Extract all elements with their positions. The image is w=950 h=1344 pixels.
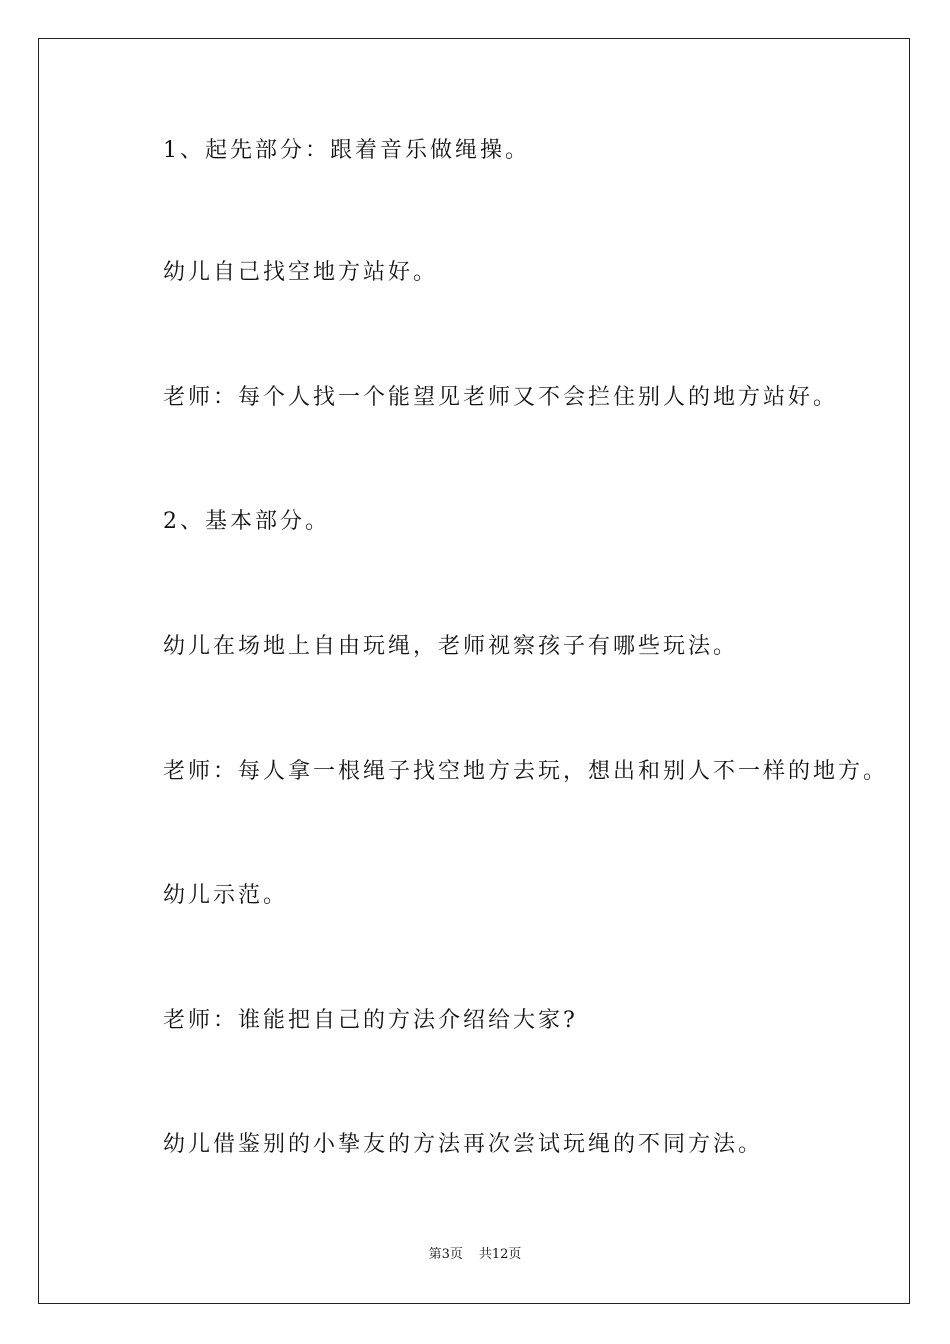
paragraph-3: 老师：每个人找一个能望见老师又不会拦住别人的地方站好。 — [163, 385, 839, 410]
paragraph-5: 幼儿在场地上自由玩绳，老师视察孩子有哪些玩法。 — [163, 634, 739, 659]
paragraph-6: 老师：每人拿一根绳子找空地方去玩，想出和别人不一样的地方。 — [163, 759, 889, 784]
total-pages: 共12页 — [478, 1247, 522, 1262]
paragraph-7: 幼儿示范。 — [163, 883, 289, 908]
paragraph-8: 老师：谁能把自己的方法介绍给大家? — [163, 1008, 578, 1033]
page-footer — [0, 1246, 950, 1264]
page-number: 第3页 — [428, 1247, 463, 1262]
paragraph-9: 幼儿借鉴别的小挚友的方法再次尝试玩绳的不同方法。 — [163, 1132, 764, 1157]
paragraph-4: 2、基本部分。 — [163, 509, 330, 534]
paragraph-2: 幼儿自己找空地方站好。 — [163, 260, 439, 285]
paragraph-1: 1、起先部分：跟着音乐做绳操。 — [163, 138, 530, 163]
page-border — [38, 38, 910, 1304]
